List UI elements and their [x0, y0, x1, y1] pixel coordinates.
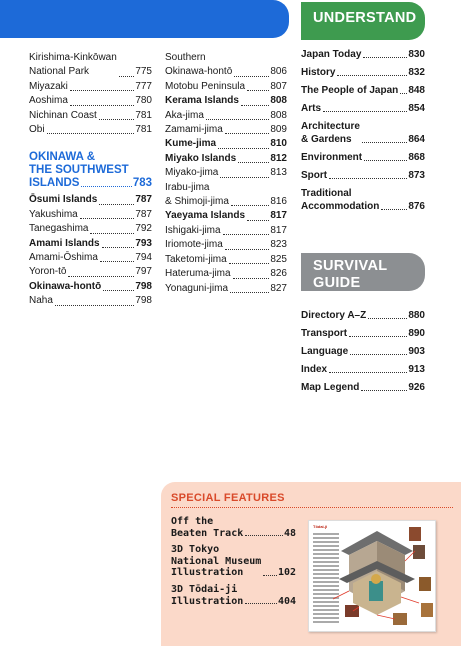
dot-leader: [103, 285, 134, 291]
dot-leader: [238, 157, 269, 163]
toc-entry[interactable]: [165, 123, 287, 137]
toc-entry[interactable]: [29, 294, 152, 308]
toc-entry[interactable]: [165, 224, 287, 238]
entry-page: 787: [135, 208, 152, 220]
entry-page: 798: [135, 295, 152, 307]
toc-entry[interactable]: [165, 238, 287, 252]
entry-page: 781: [135, 124, 152, 136]
toc-entry[interactable]: [301, 309, 425, 322]
entry-title: Amami Islands: [29, 237, 100, 249]
entry-title: Aoshima: [29, 95, 68, 107]
entry-title: Sport: [301, 170, 328, 181]
understand-list: [301, 48, 425, 218]
entry-page: 890: [408, 328, 425, 339]
dot-leader: [225, 128, 270, 134]
entry-title: Obi: [29, 124, 45, 136]
temple-illustration: [309, 521, 436, 632]
region-title-line: THE SOUTHWEST: [29, 164, 129, 177]
entry-page: 823: [270, 239, 287, 251]
entry-page: 827: [270, 282, 287, 294]
dot-leader: [381, 204, 407, 210]
dot-leader: [329, 173, 407, 179]
entry-title: Naha: [29, 295, 53, 307]
toc-entry[interactable]: [301, 345, 425, 358]
entry-page: 812: [270, 152, 287, 164]
entry-page: 826: [270, 268, 287, 280]
toc-entry[interactable]: [29, 280, 152, 294]
feature-page: 102: [277, 567, 296, 578]
dot-leader: [363, 52, 407, 58]
entry-page: 780: [135, 95, 152, 107]
feature-page: 48: [283, 527, 296, 539]
toc-column-2: [165, 51, 287, 296]
entry-page: 792: [135, 223, 152, 235]
dot-leader: [362, 137, 407, 143]
entry-title: Okinawa-hontō: [29, 280, 102, 292]
dot-leader: [245, 530, 283, 536]
toc-entry[interactable]: [301, 48, 425, 61]
entry-page: 781: [135, 109, 152, 121]
entry-page: 868: [408, 152, 425, 163]
dot-leader: [119, 71, 135, 77]
entry-page: 873: [408, 170, 425, 181]
entry-title: Ōsumi Islands: [29, 194, 98, 206]
dot-leader: [364, 155, 407, 161]
entry-page: 808: [270, 109, 287, 121]
dot-leader: [400, 88, 407, 94]
dot-leader: [70, 100, 134, 106]
entry-title: Directory A–Z: [301, 310, 367, 321]
dot-leader: [80, 213, 135, 219]
entry-title: Motobu Peninsula: [165, 80, 246, 92]
entry-page: 864: [408, 134, 425, 145]
special-features-panel: [161, 482, 461, 646]
entry-page: 825: [270, 253, 287, 265]
entry-title: Miyazaki: [29, 80, 68, 92]
toc-entry[interactable]: [165, 253, 287, 267]
entry-page: 807: [270, 80, 287, 92]
entry-title: Ishigaki-jima: [165, 224, 221, 236]
entry-page: 775: [135, 66, 152, 78]
toc-entry[interactable]: [165, 152, 287, 166]
entry-page: 793: [135, 237, 152, 249]
entry-title: Yakushima: [29, 208, 78, 220]
entry-page: 876: [408, 201, 425, 212]
entry-page: 880: [408, 310, 425, 321]
feature-page: 404: [277, 595, 296, 607]
entry-page: 830: [408, 49, 425, 60]
entry-title: Kume-jima: [165, 138, 217, 150]
entry-title: Nichinan Coast: [29, 109, 97, 121]
entry-page: 854: [408, 103, 425, 114]
region-title-line: ISLANDS: [29, 177, 80, 190]
toc-entry[interactable]: [165, 51, 287, 80]
toc-entry[interactable]: [165, 181, 287, 210]
entry-page: 903: [408, 346, 425, 357]
toc-entry[interactable]: [29, 51, 152, 80]
entry-title: Environment: [301, 152, 363, 163]
dot-leader: [247, 215, 269, 221]
toc-entry[interactable]: [29, 237, 152, 251]
dot-leader: [350, 349, 407, 355]
toc-entry[interactable]: [29, 265, 152, 279]
toc-entry[interactable]: [29, 94, 152, 108]
special-features-heading: SPECIAL FEATURES: [171, 492, 285, 504]
toc-entry[interactable]: [29, 193, 152, 207]
feature-entry[interactable]: [171, 544, 296, 579]
dot-leader: [230, 287, 269, 293]
entry-title: The People of Japan: [301, 85, 399, 96]
entry-title: Hateruma-jima: [165, 268, 231, 280]
toc-entry[interactable]: [29, 109, 152, 123]
dot-leader: [100, 256, 134, 262]
toc-entry[interactable]: [301, 363, 425, 376]
dot-leader: [218, 143, 269, 149]
understand-heading[interactable]: UNDERSTAND: [301, 2, 425, 40]
heading-line: SURVIVAL: [313, 258, 388, 274]
region-title-line: OKINAWA &: [29, 151, 96, 164]
toc-column-1: [29, 51, 152, 309]
entry-title: Transport: [301, 328, 348, 339]
dot-leader: [223, 229, 270, 235]
dot-leader: [55, 300, 134, 306]
toc-entry[interactable]: [29, 80, 152, 94]
dot-leader: [349, 331, 407, 337]
toc-entry[interactable]: [301, 84, 425, 97]
toc-entry[interactable]: [165, 282, 287, 296]
toc-entry[interactable]: [301, 187, 425, 213]
entry-page: 787: [135, 194, 152, 206]
entry-page: 808: [270, 95, 287, 107]
entry-page: 913: [408, 364, 425, 375]
toc-entry[interactable]: [29, 251, 152, 265]
toc-entry[interactable]: [165, 94, 287, 108]
dot-leader: [231, 200, 269, 206]
dot-leader: [47, 128, 135, 134]
entry-page: 777: [135, 80, 152, 92]
heading-line: GUIDE: [313, 275, 361, 291]
entry-title: Yoron-tō: [29, 266, 67, 278]
entry-page: 798: [135, 280, 152, 292]
dot-leader: [99, 114, 135, 120]
toc-entry[interactable]: [301, 120, 425, 146]
entry-title: Miyako-jima: [165, 167, 219, 179]
toc-entry[interactable]: [29, 123, 152, 137]
entry-title: Southern Okinawa-hontō: [165, 52, 233, 78]
thumbnail-title: Tōdai-ji: [313, 524, 328, 529]
illustration-thumbnail[interactable]: [308, 520, 436, 632]
dot-leader: [368, 313, 407, 319]
dotted-rule: [171, 507, 453, 508]
entry-title: Language: [301, 346, 349, 357]
feature-title: 3D Tokyo National Museum Illustration: [171, 544, 262, 578]
entry-page: 817: [270, 224, 287, 236]
dot-leader: [247, 85, 269, 91]
entry-title: Tanegashima: [29, 223, 89, 235]
dot-leader: [241, 100, 269, 106]
dot-leader: [233, 273, 270, 279]
toc-entry[interactable]: [301, 327, 425, 340]
toc-entry[interactable]: [165, 166, 287, 180]
toc-entry[interactable]: [301, 151, 425, 164]
entry-page: 926: [408, 382, 425, 393]
feature-entry[interactable]: [171, 516, 296, 539]
feature-title: 3D Tōdai-ji Illustration: [171, 584, 244, 607]
dot-leader: [81, 181, 131, 187]
feature-entry[interactable]: [171, 584, 296, 607]
entry-title: History: [301, 67, 336, 78]
entry-title: Yaeyama Islands: [165, 210, 246, 222]
region-heading[interactable]: [29, 151, 152, 190]
dot-leader: [102, 242, 135, 248]
dot-leader: [70, 85, 134, 91]
feature-title: Off the Beaten Track: [171, 516, 244, 539]
entry-page: 810: [270, 138, 287, 150]
entry-title: Miyako Islands: [165, 152, 237, 164]
toc-entry[interactable]: [165, 137, 287, 151]
entry-page: 797: [135, 266, 152, 278]
toc-entry[interactable]: [165, 80, 287, 94]
dot-leader: [361, 385, 407, 391]
dot-leader: [245, 598, 277, 604]
entry-title: Amami-Ōshima: [29, 252, 98, 264]
entry-title: Kerama Islands: [165, 95, 239, 107]
entry-page: 794: [135, 252, 152, 264]
dot-leader: [90, 228, 134, 234]
dot-leader: [337, 70, 407, 76]
entry-title: Traditional Accommodation: [301, 188, 380, 212]
dot-leader: [220, 172, 269, 178]
entry-title: Kirishima-Kinkōwan National Park: [29, 52, 117, 78]
dot-leader: [99, 199, 134, 205]
entry-title: Aka-jima: [165, 109, 204, 121]
dot-leader: [225, 244, 270, 250]
entry-title: Taketomi-jima: [165, 253, 227, 265]
dot-leader: [206, 114, 269, 120]
entry-title: Irabu-jima & Shimoji-jima: [165, 181, 229, 208]
toc-entry[interactable]: [301, 381, 425, 394]
entry-page: 848: [408, 85, 425, 96]
toc-entry[interactable]: [301, 66, 425, 79]
toc-entry[interactable]: [165, 267, 287, 281]
entry-page: 806: [270, 66, 287, 78]
entry-title: Iriomote-jima: [165, 239, 223, 251]
dot-leader: [229, 258, 270, 264]
entry-page: 816: [270, 196, 287, 208]
dot-leader: [263, 570, 277, 576]
entry-title: Japan Today: [301, 49, 362, 60]
toc-entry[interactable]: [29, 222, 152, 236]
dot-leader: [234, 71, 269, 77]
entry-title: Yonaguni-jima: [165, 282, 229, 294]
survival-guide-heading[interactable]: [301, 253, 425, 291]
chapter-color-bar: [0, 0, 289, 38]
toc-entry[interactable]: [301, 169, 425, 182]
toc-entry[interactable]: [165, 209, 287, 223]
entry-page: 809: [270, 124, 287, 136]
toc-entry[interactable]: [165, 109, 287, 123]
dot-leader: [68, 271, 134, 277]
entry-title: Map Legend: [301, 382, 360, 393]
dot-leader: [329, 367, 407, 373]
entry-title: Arts: [301, 103, 322, 114]
survival-guide-list: [301, 309, 425, 399]
toc-entry[interactable]: [301, 102, 425, 115]
entry-page: 817: [270, 210, 287, 222]
entry-page: 832: [408, 67, 425, 78]
region-page: 783: [132, 177, 152, 190]
entry-title: Index: [301, 364, 328, 375]
entry-page: 813: [270, 167, 287, 179]
entry-title: Zamami-jima: [165, 124, 223, 136]
dot-leader: [323, 106, 407, 112]
toc-entry[interactable]: [29, 208, 152, 222]
entry-title: Architecture & Gardens: [301, 121, 360, 145]
